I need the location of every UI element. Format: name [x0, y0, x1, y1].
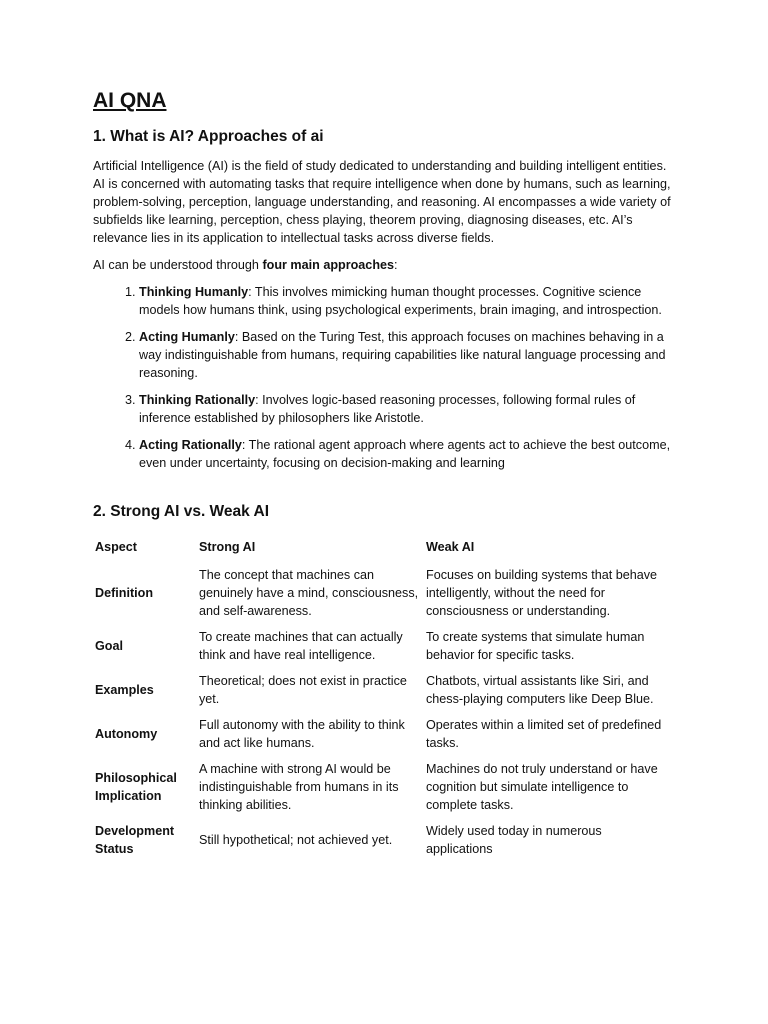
para2-bold: four main approaches	[262, 258, 395, 272]
table-header-row	[93, 532, 671, 562]
para2-prefix: AI can be understood through	[93, 258, 263, 272]
table-row	[93, 818, 671, 862]
weak-ai-cell: Focuses on building systems that behave intelligently, without the need for consciousness or understanding.	[426, 568, 658, 618]
approach-term: Acting Humanly	[139, 330, 235, 344]
table-row	[93, 624, 671, 668]
weak-ai-cell: Widely used today in numerous applications	[426, 824, 602, 856]
weak-ai-cell: Machines do not truly understand or have cognition but simulate intelligence to complete tasks.	[426, 762, 658, 812]
approaches-list	[93, 283, 673, 472]
list-item	[139, 283, 673, 319]
aspect-cell: Examples	[95, 683, 154, 697]
approach-desc: : Involves logic-based reasoning processes, following formal rules of inference established by philosophers like Aristotle.	[139, 393, 636, 425]
aspect-cell: Philosophical Implication	[95, 771, 177, 803]
approach-term: Acting Rationally	[139, 438, 242, 452]
section-1-heading: 1. What is AI? Approaches of ai	[93, 128, 324, 145]
section-1-paragraph-2	[93, 256, 673, 274]
strong-ai-cell: To create machines that can actually think and have real intelligence.	[199, 630, 403, 662]
approach-desc: : The rational agent approach where agents act to achieve the best outcome, even under uncertainty, focusing on decision-making and learning	[139, 438, 671, 470]
section-1-paragraph-1: Artificial Intelligence (AI) is the field of study dedicated to understanding and building intelligent entities. AI is concerned with automating tasks that require intelligence when done by humans, such as learning, problem-solving, perception, language understanding, and reasoning. AI encompasses a wide variety of subfields like learning, perception, chess playing, theorem proving, diagnosing diseases, etc. AI’s relevance lies in its application to intellectual tasks across diverse fields.	[93, 159, 671, 245]
column-header: Weak AI	[426, 540, 475, 554]
document-page	[93, 88, 673, 862]
aspect-cell: Definition	[95, 586, 154, 600]
aspect-cell: Development Status	[95, 824, 175, 856]
strong-ai-cell: Theoretical; does not exist in practice yet.	[199, 674, 407, 706]
document-title: AI QNA	[93, 89, 167, 112]
weak-ai-cell: Operates within a limited set of predefined tasks.	[426, 718, 662, 750]
table-row	[93, 756, 671, 818]
column-header: Aspect	[95, 540, 137, 554]
approach-desc: : This involves mimicking human thought processes. Cognitive science models how humans think, using psychological experiments, brain imaging, and introspection.	[139, 285, 662, 317]
table-row	[93, 668, 671, 712]
strong-ai-cell: Still hypothetical; not achieved yet.	[199, 833, 393, 847]
comparison-table	[93, 532, 671, 862]
section-2-heading: 2. Strong AI vs. Weak AI	[93, 503, 270, 520]
strong-ai-cell: The concept that machines can genuinely have a mind, consciousness, and self-awareness.	[199, 568, 419, 618]
approach-term: Thinking Rationally	[139, 393, 256, 407]
para2-suffix: :	[394, 258, 398, 272]
aspect-cell: Goal	[95, 639, 123, 653]
approach-desc: : Based on the Turing Test, this approach focuses on machines behaving in a way indistinguishable from humans, requiring capabilities like natural language processing and reasoning.	[139, 330, 666, 380]
strong-ai-cell: A machine with strong AI would be indistinguishable from humans in its thinking abilities.	[199, 762, 399, 812]
column-header: Strong AI	[199, 540, 256, 554]
list-item	[139, 436, 673, 472]
table-row	[93, 712, 671, 756]
strong-ai-cell: Full autonomy with the ability to think and act like humans.	[199, 718, 405, 750]
aspect-cell: Autonomy	[95, 727, 158, 741]
weak-ai-cell: Chatbots, virtual assistants like Siri, and chess-playing computers like Deep Blue.	[426, 674, 654, 706]
approach-term: Thinking Humanly	[139, 285, 249, 299]
list-item	[139, 328, 673, 382]
weak-ai-cell: To create systems that simulate human behavior for specific tasks.	[426, 630, 645, 662]
table-row	[93, 562, 671, 624]
list-item	[139, 391, 673, 427]
